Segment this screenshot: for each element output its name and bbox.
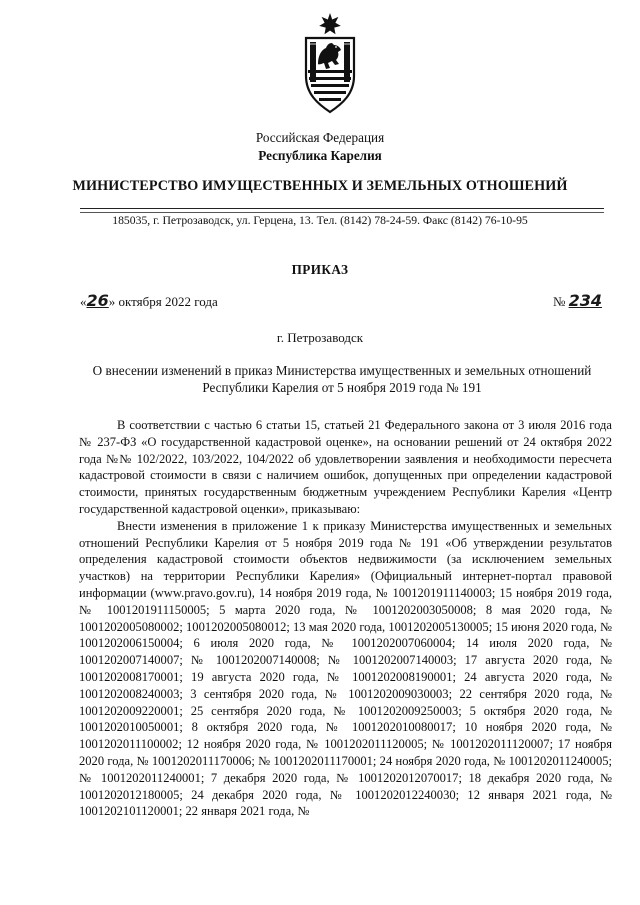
body-paragraph-preamble: В соответствии с частью 6 статьи 15, статьей 21 Федерального закона от 3 июля 2016 года № 237-ФЗ «О государственной кадастровой оценке», на основании решений от 24 октября 2022 года №№ 102/2022, 103/2022, 104/2022 об удовлетворении заявления и необходимости пересчета кадастровой стоимости в связи с наличием ошибок, допущенных при определении кадастровой стоимости, принятых государственным бюджетным учреждением Республики Карелия «Центр государственной кадастровой оценки», приказываю: — [79, 418, 612, 516]
number-label: № — [552, 294, 566, 309]
header-divider — [80, 208, 604, 209]
order-body — [79, 417, 612, 820]
country-name: Российская Федерация — [255, 130, 385, 145]
body-paragraph-directive: Внести изменения в приложение 1 к приказу Министерства имущественных и земельных отношений Республики Карелия от 5 ноября 2019 года № 191 «Об утверждении результатов определения кадастровой стоимости объектов недвижимости (за исключением земельных участков) на территории Республики Карелия» (Официальный интернет-портал правовой информации (www.pravo.gov.ru), 14 ноября 2019 года, № 1001201911140003; 15 ноября 2019 года, № 1001201911150005; 5 марта 2020 года, № 1001202003050008; 8 мая 2020 года, № 1001202005080002; 1001202005080012; 13 мая 2020 года, 1001202005130005; 15 июня 2020 года, № 1001202006150004; 6 июля 2020 года, № 1001202007060004; 14 июля 2020 года, № 1001202007140007; № 1001202007140008; № 1001202007140003; 17 августа 2020 года, № 1001202008170001; 19 августа 2020 года, № 1001202008190001; 24 августа 2020 года, № 1001202008240003; 3 сентября 2020 года, № 1001202009030003; 22 сентября 2020 года, № 1001202009220001; 25 сентября 2020 года, № 1001202009250003; 5 октября 2020 года, № 1001202010050001; 8 октября 2020 года, № 1001202010080017; 10 ноября 2020 года, № 1001202011100002; 12 ноября 2020 года, № 1001202011120005; № 1001202011120007; 17 ноября 2020 года, № 1001202011170006; № 1001202011170001; 24 ноября 2020 года, № 1001202011240005; № 1001202011240001; 7 декабря 2020 года, № 1001202012070017; 18 декабря 2020 года, № 1001202012180005; 24 декабря 2020 года, № 1001202012240030; 12 января 2021 года, № 1001202101120001; 22 января 2021 года, № — [79, 518, 612, 819]
handwritten-number: 234 — [568, 291, 602, 310]
order-number — [553, 291, 602, 310]
republic-name: Республика Карелия — [258, 148, 382, 163]
order-subject: О внесении изменений в приказ Министерства имущественных и земельных отношений Республики Карелия от 5 ноября 2019 года № 191 — [92, 363, 592, 395]
karelia-coat-of-arms-icon — [302, 12, 358, 118]
header-divider-thin — [80, 212, 604, 213]
date-quote-open: « — [80, 294, 87, 309]
order-title: ПРИКАЗ — [291, 262, 349, 277]
ministry-name: МИНИСТЕРСТВО ИМУЩЕСТВЕННЫХ И ЗЕМЕЛЬНЫХ ОТНОШЕНИЙ — [72, 178, 568, 194]
handwritten-day: 26 — [86, 291, 109, 310]
date-rest: » октября 2022 года — [108, 294, 218, 309]
order-city: г. Петрозаводск — [276, 330, 364, 345]
ministry-address: 185035, г. Петрозаводск, ул. Герцена, 13. Тел. (8142) 78-24-59. Факс (8142) 76-10-95 — [112, 214, 528, 227]
order-date — [80, 291, 218, 310]
